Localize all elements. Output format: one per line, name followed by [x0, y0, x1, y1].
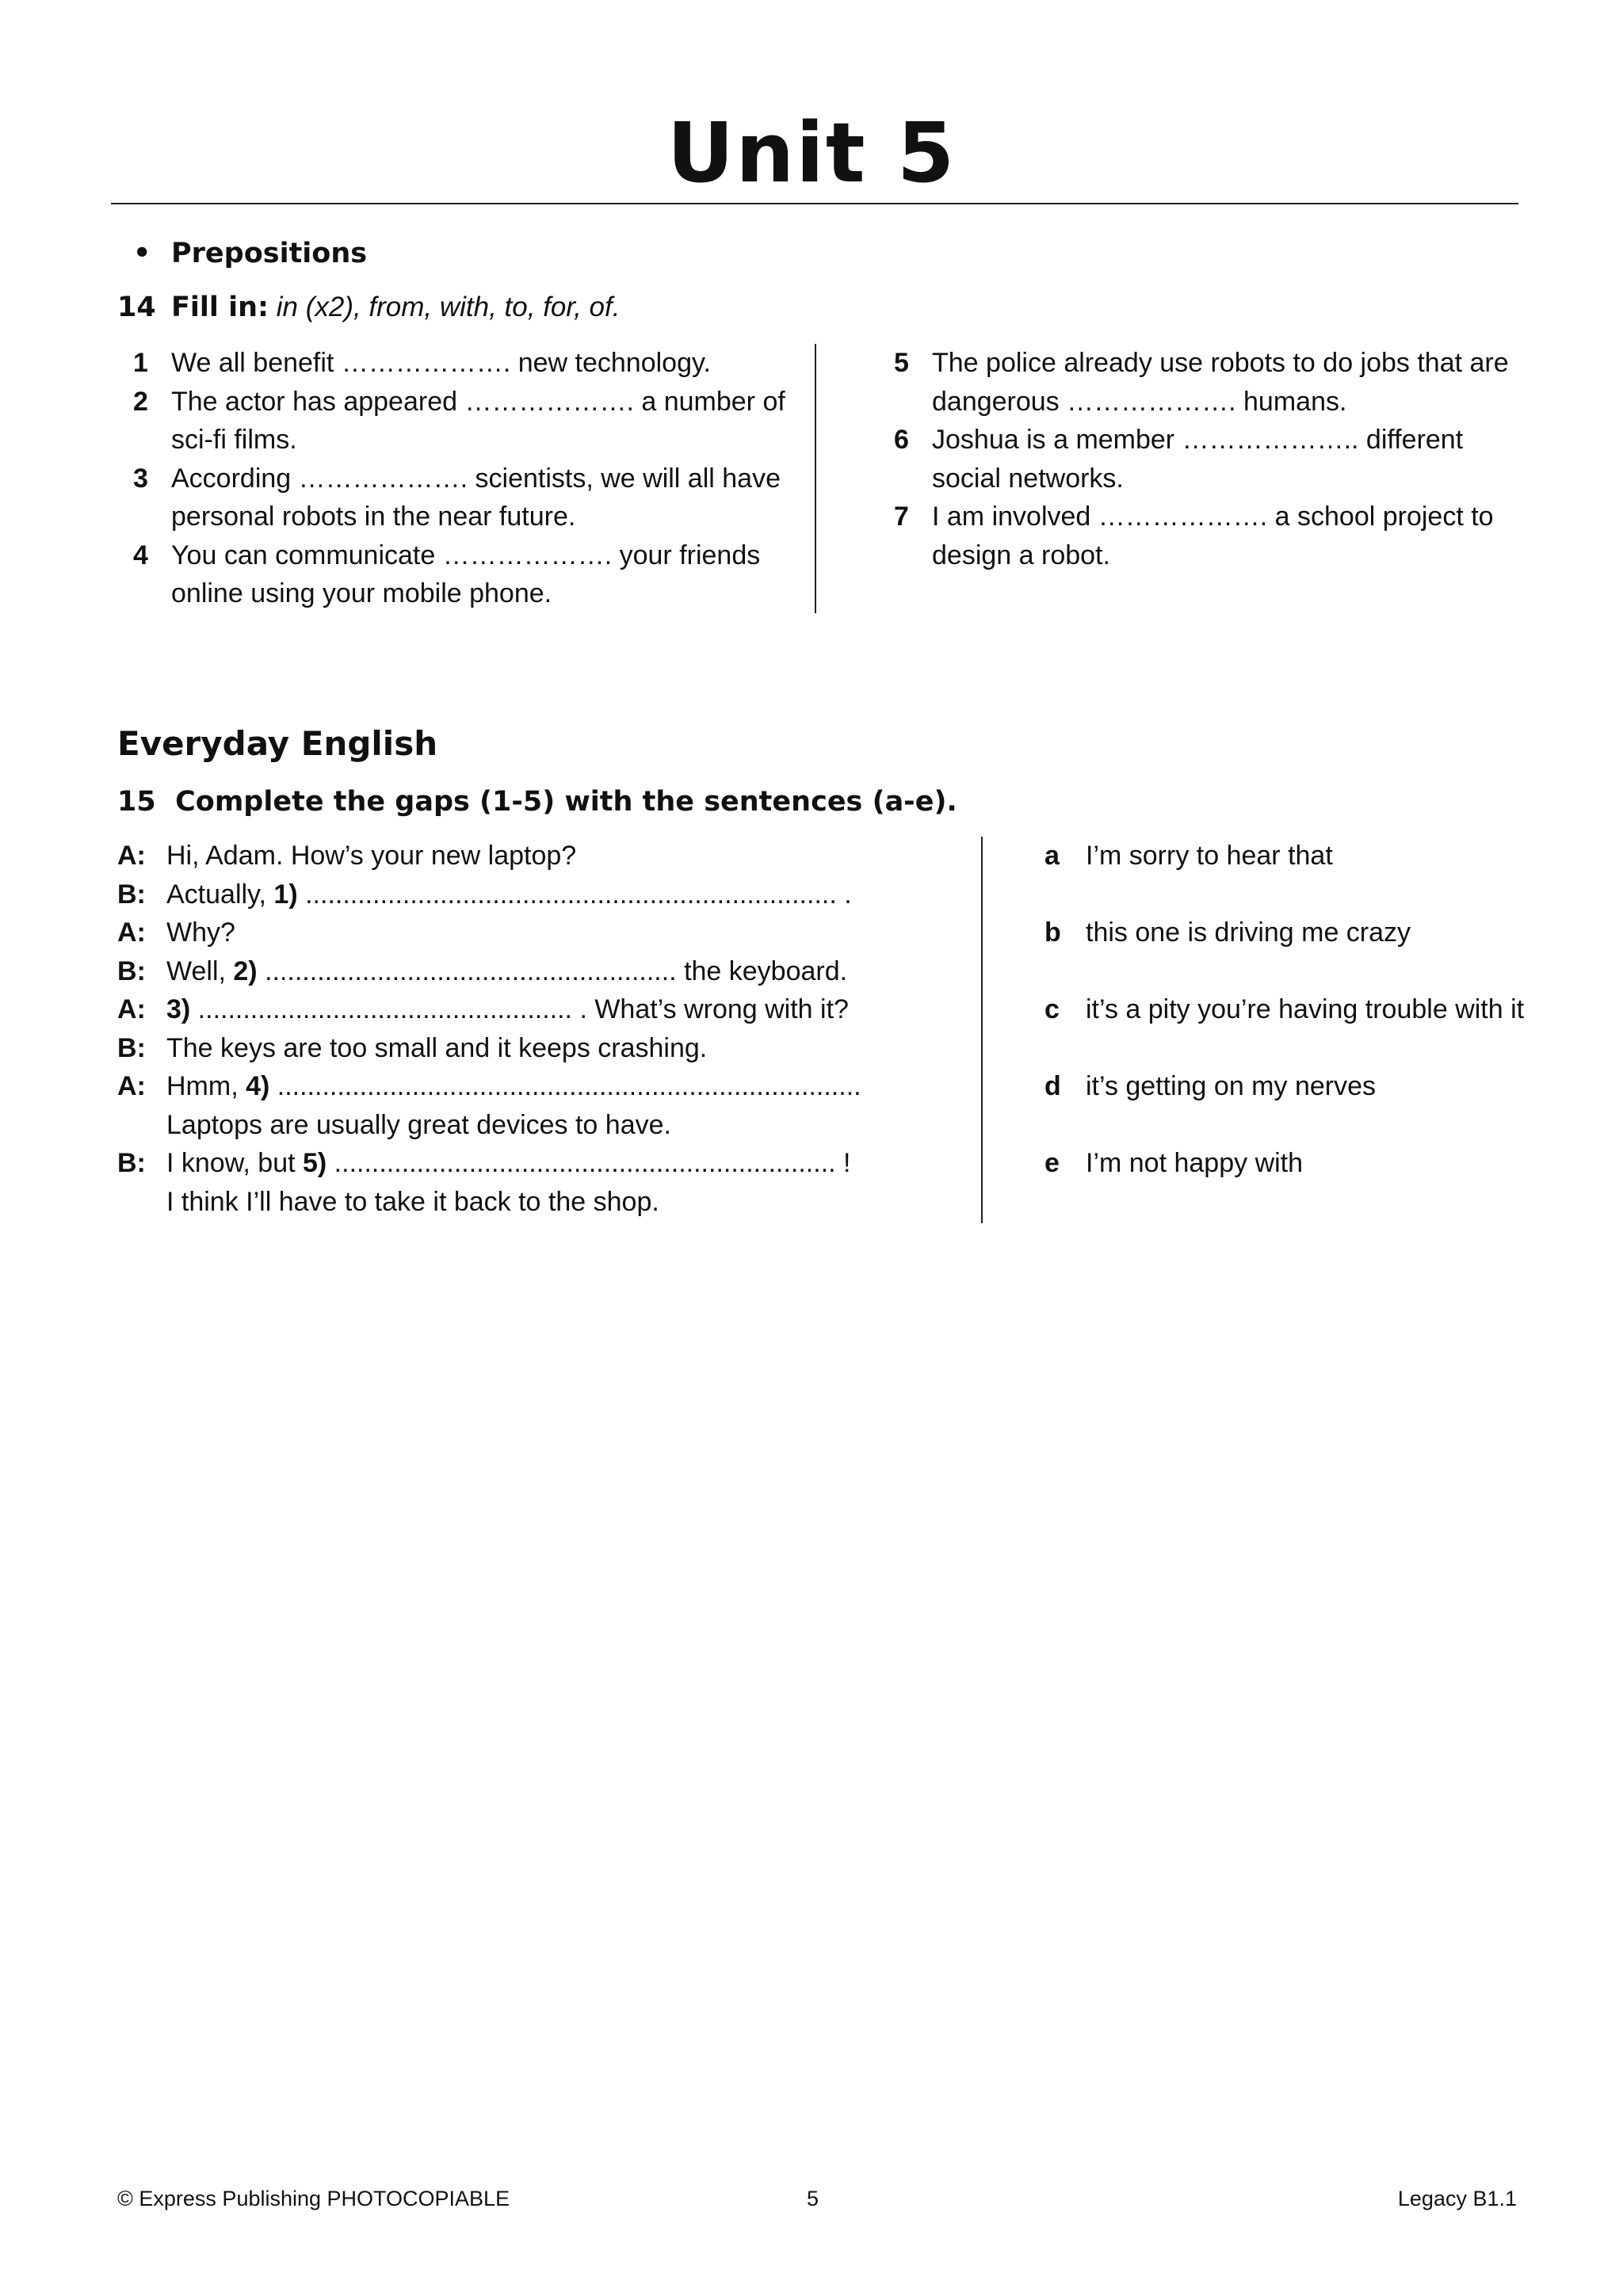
exercise-item: 4 You can communicate ………………. your friends online using your mobile phone. — [133, 540, 761, 608]
exercise-14-left-column — [117, 344, 815, 613]
option-item: e I’m not happy with — [1044, 1148, 1304, 1178]
dialogue-line: I think I’ll have to take it back to the shop. — [166, 1186, 659, 1217]
spacer — [1044, 875, 1536, 914]
option-item: d it’s getting on my nerves — [1044, 1071, 1376, 1101]
dialogue — [117, 837, 878, 1221]
dialogue-line: B: Well, 2) ....................................................... the keyboard. — [117, 955, 848, 986]
dialogue-line: A: 3) .................................................. . What’s wrong with it? — [117, 994, 849, 1024]
everyday-english-heading: Everyday English — [117, 724, 438, 763]
exercise-15-instruction: Complete the gaps (1-5) with the sentences (a-e). — [175, 786, 957, 818]
exercise-item: 6 Joshua is a member ……………….. different social networks. — [894, 425, 1464, 494]
option-item: a I’m sorry to hear that — [1044, 841, 1333, 871]
spacer — [1044, 952, 1536, 991]
exercise-15-heading — [117, 784, 957, 819]
dialogue-line: B: Actually, 1) ....................................................................... . — [117, 879, 852, 910]
section-bullet-label: Prepositions — [171, 238, 368, 269]
answer-options — [1044, 837, 1536, 1183]
exercise-item: 3 According ………………. scientists, we will all have personal robots in the near future. — [133, 463, 781, 532]
spacer — [1044, 1106, 1536, 1145]
footer-copyright: © Express Publishing PHOTOCOPIABLE — [117, 2187, 510, 2210]
column-divider — [815, 344, 816, 613]
spacer — [1044, 1029, 1536, 1068]
exercise-15-number: 15 — [117, 786, 156, 818]
title-rule — [111, 203, 1518, 204]
dialogue-line: A: Hmm, 4) .............................................................................. — [117, 1071, 861, 1101]
exercise-item: 2 The actor has appeared ………………. a number of sci-fi films. — [133, 386, 785, 455]
exercise-item: 7 I am involved ………………. a school project to design a robot. — [894, 502, 1494, 570]
exercise-14-heading — [117, 290, 620, 325]
exercise-14-instruction: Fill in: — [171, 292, 269, 323]
dialogue-line: A: Why? — [117, 917, 235, 948]
dialogue-line: B: I know, but 5) ................................................................... ! — [117, 1148, 851, 1178]
exercise-14-words: in (x2), from, with, to, for, of. — [276, 292, 621, 322]
exercise-item: 5 The police already use robots to do jobs that are dangerous ………………. humans. — [894, 348, 1509, 417]
option-item: b this one is driving me crazy — [1044, 917, 1411, 948]
section-bullet-heading — [133, 236, 367, 271]
column-divider — [981, 837, 983, 1223]
exercise-item: 1 We all benefit ………………. new technology. — [133, 348, 711, 378]
exercise-14-number: 14 — [117, 292, 156, 323]
dialogue-line: A: Hi, Adam. How’s your new laptop? — [117, 841, 577, 871]
option-item: c it’s a pity you’re having trouble with it — [1044, 994, 1525, 1024]
bullet-icon: • — [133, 238, 151, 269]
exercise-14-right-column — [878, 344, 1536, 574]
footer-page-number: 5 — [807, 2187, 819, 2210]
footer-book-title: Legacy B1.1 — [1397, 2187, 1517, 2210]
page-title: Unit 5 — [666, 105, 957, 201]
dialogue-line: B: The keys are too small and it keeps crashing. — [117, 1032, 708, 1063]
dialogue-line: Laptops are usually great devices to have. — [166, 1109, 671, 1140]
